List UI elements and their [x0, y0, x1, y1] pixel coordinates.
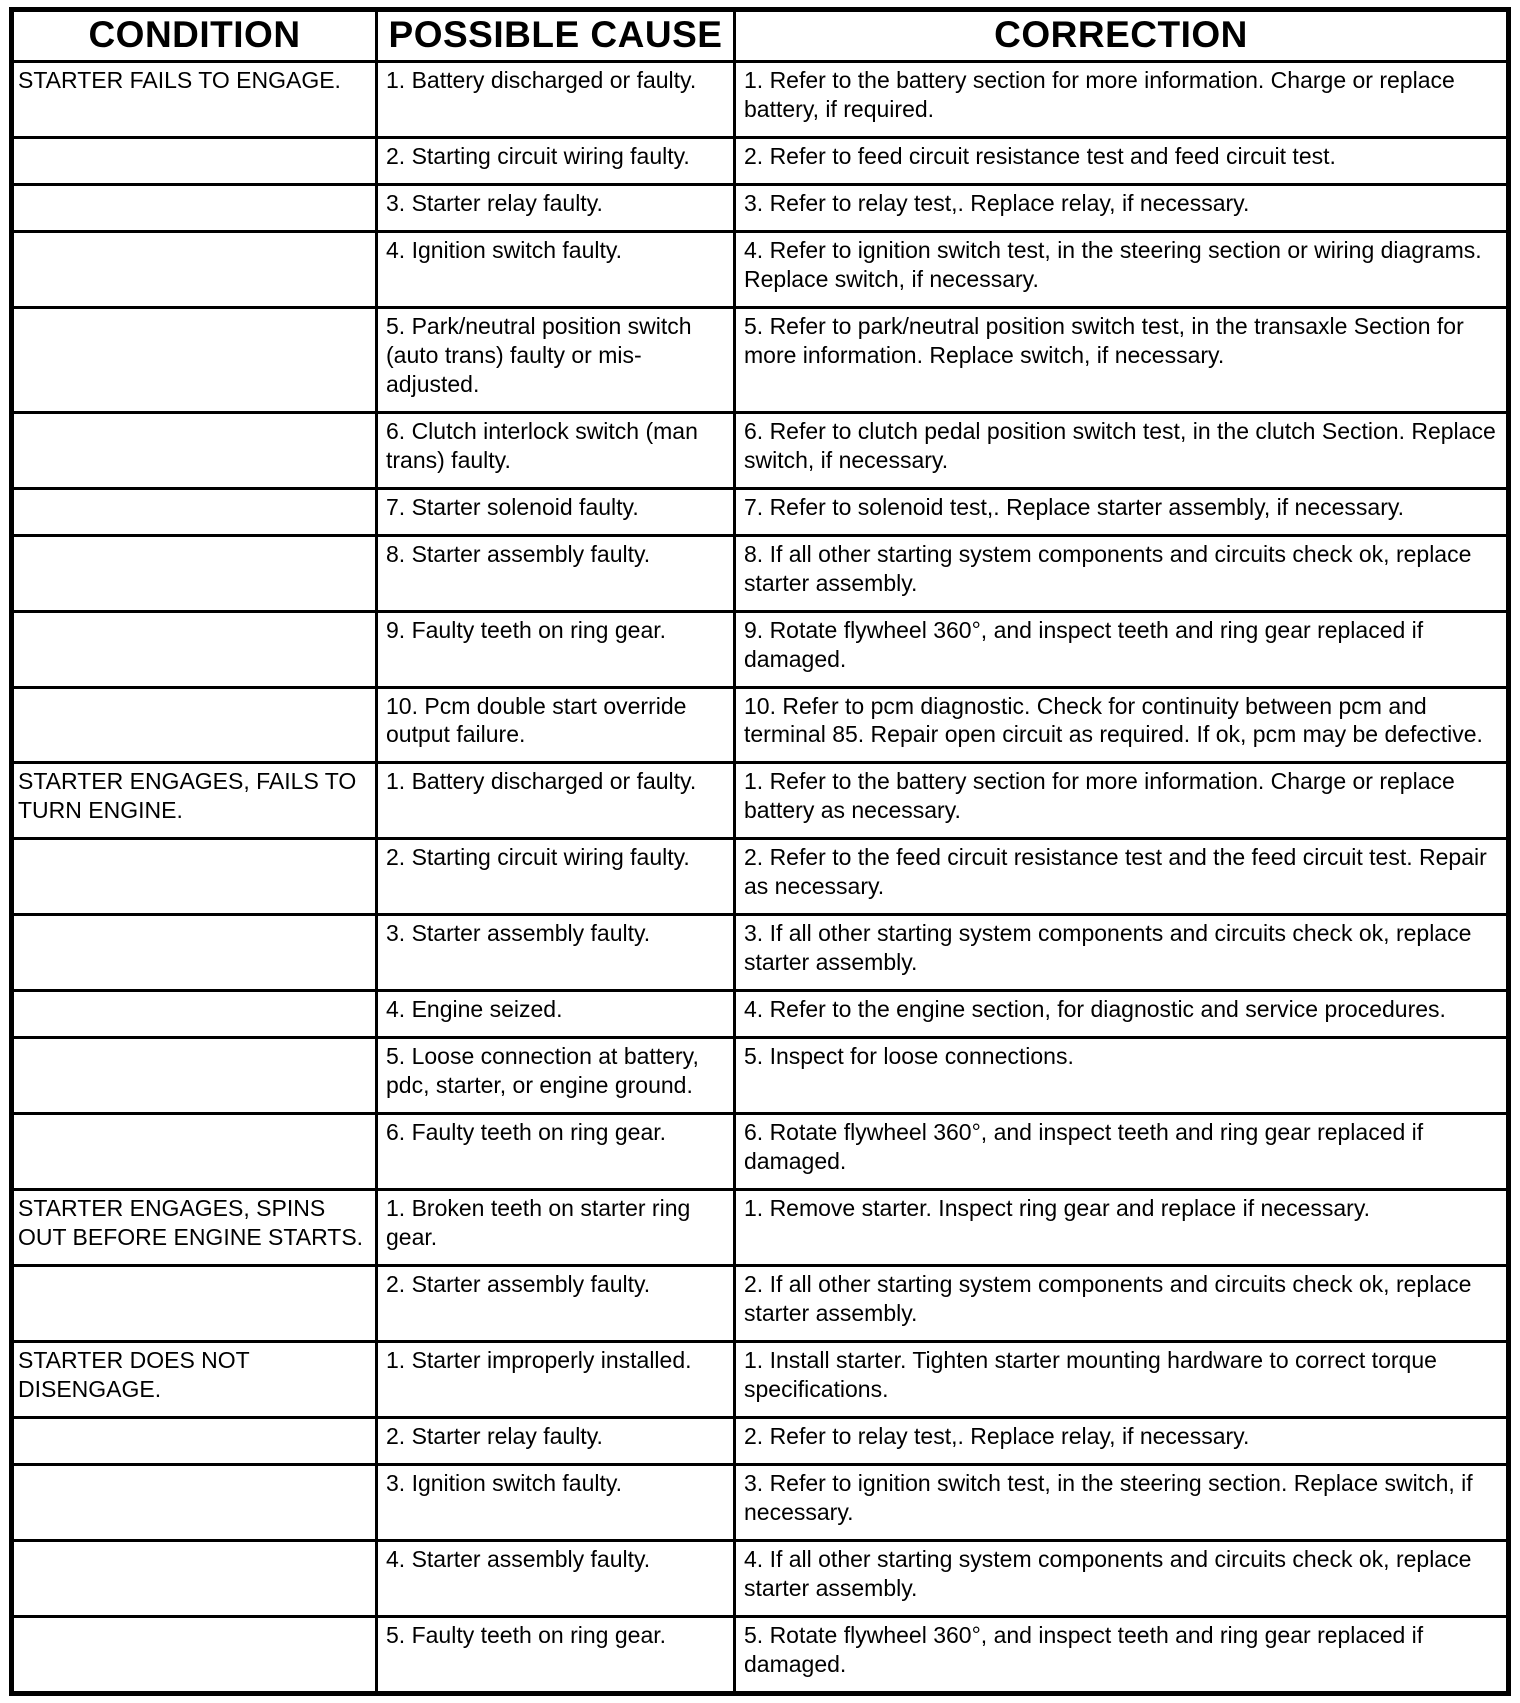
condition-cell: STARTER DOES NOT DISENGAGE.	[12, 1341, 377, 1417]
cause-cell: 6. Clutch interlock switch (man trans) faulty.	[377, 412, 735, 488]
correction-cell: 7. Refer to solenoid test,. Replace starter assembly, if necessary.	[735, 488, 1509, 535]
correction-cell: 6. Refer to clutch pedal position switch test, in the clutch Section. Replace switch, if necessary.	[735, 412, 1509, 488]
header-row	[12, 10, 1509, 62]
table-row	[12, 535, 1509, 611]
correction-cell: 4. If all other starting system components and circuits check ok, replace starter assembly.	[735, 1540, 1509, 1616]
cause-cell: 2. Starting circuit wiring faulty.	[377, 839, 735, 915]
table-row	[12, 1616, 1509, 1693]
cause-cell: 4. Starter assembly faulty.	[377, 1540, 735, 1616]
correction-cell: 3. Refer to relay test,. Replace relay, if necessary.	[735, 184, 1509, 231]
condition-cell	[12, 488, 377, 535]
condition-cell: STARTER FAILS TO ENGAGE.	[12, 62, 377, 138]
condition-cell	[12, 1417, 377, 1464]
correction-cell: 1. Refer to the battery section for more information. Charge or replace battery, if required.	[735, 62, 1509, 138]
correction-cell: 9. Rotate flywheel 360°, and inspect teeth and ring gear replaced if damaged.	[735, 611, 1509, 687]
troubleshooting-table	[9, 7, 1511, 1696]
condition-cell	[12, 611, 377, 687]
table-row	[12, 1341, 1509, 1417]
table-row	[12, 1417, 1509, 1464]
condition-cell	[12, 687, 377, 763]
correction-cell: 5. Refer to park/neutral position switch test, in the transaxle Section for more information. Replace switch, if necessary.	[735, 307, 1509, 412]
table-row	[12, 1464, 1509, 1540]
table-header	[12, 10, 1509, 62]
header-condition: CONDITION	[12, 10, 377, 62]
table-row	[12, 1038, 1509, 1114]
condition-cell: STARTER ENGAGES, SPINS OUT BEFORE ENGINE STARTS.	[12, 1190, 377, 1266]
cause-cell: 3. Starter assembly faulty.	[377, 915, 735, 991]
cause-cell: 2. Starter relay faulty.	[377, 1417, 735, 1464]
table-body	[12, 62, 1509, 1694]
table-row	[12, 307, 1509, 412]
correction-cell: 3. If all other starting system components and circuits check ok, replace starter assembly.	[735, 915, 1509, 991]
table-row	[12, 1190, 1509, 1266]
cause-cell: 3. Starter relay faulty.	[377, 184, 735, 231]
cause-cell: 3. Ignition switch faulty.	[377, 1464, 735, 1540]
cause-cell: 1. Battery discharged or faulty.	[377, 763, 735, 839]
correction-cell: 1. Remove starter. Inspect ring gear and replace if necessary.	[735, 1190, 1509, 1266]
cause-cell: 1. Battery discharged or faulty.	[377, 62, 735, 138]
condition-cell	[12, 1540, 377, 1616]
condition-cell	[12, 412, 377, 488]
correction-cell: 1. Refer to the battery section for more information. Charge or replace battery as necessary.	[735, 763, 1509, 839]
table-row	[12, 412, 1509, 488]
correction-cell: 10. Refer to pcm diagnostic. Check for continuity between pcm and terminal 85. Repair open circuit as required. If ok, pcm may be defective.	[735, 687, 1509, 763]
table-row	[12, 687, 1509, 763]
condition-cell	[12, 137, 377, 184]
cause-cell: 5. Faulty teeth on ring gear.	[377, 1616, 735, 1693]
correction-cell: 2. If all other starting system components and circuits check ok, replace starter assembly.	[735, 1266, 1509, 1342]
table-row	[12, 1540, 1509, 1616]
table-row	[12, 184, 1509, 231]
correction-cell: 1. Install starter. Tighten starter mounting hardware to correct torque specifications.	[735, 1341, 1509, 1417]
condition-cell	[12, 231, 377, 307]
cause-cell: 7. Starter solenoid faulty.	[377, 488, 735, 535]
table-row	[12, 1114, 1509, 1190]
cause-cell: 1. Starter improperly installed.	[377, 1341, 735, 1417]
table-row	[12, 611, 1509, 687]
cause-cell: 9. Faulty teeth on ring gear.	[377, 611, 735, 687]
cause-cell: 10. Pcm double start override output failure.	[377, 687, 735, 763]
table-row	[12, 839, 1509, 915]
table-row	[12, 991, 1509, 1038]
correction-cell: 2. Refer to relay test,. Replace relay, if necessary.	[735, 1417, 1509, 1464]
correction-cell: 2. Refer to the feed circuit resistance test and the feed circuit test. Repair as necessary.	[735, 839, 1509, 915]
correction-cell: 4. Refer to ignition switch test, in the steering section or wiring diagrams. Replace switch, if necessary.	[735, 231, 1509, 307]
cause-cell: 5. Park/neutral position switch (auto trans) faulty or mis-adjusted.	[377, 307, 735, 412]
table-row	[12, 137, 1509, 184]
cause-cell: 1. Broken teeth on starter ring gear.	[377, 1190, 735, 1266]
condition-cell	[12, 839, 377, 915]
correction-cell: 4. Refer to the engine section, for diagnostic and service procedures.	[735, 991, 1509, 1038]
table-row	[12, 915, 1509, 991]
condition-cell	[12, 184, 377, 231]
table-row	[12, 62, 1509, 138]
condition-cell	[12, 1464, 377, 1540]
cause-cell: 2. Starter assembly faulty.	[377, 1266, 735, 1342]
condition-cell	[12, 915, 377, 991]
table-row	[12, 1266, 1509, 1342]
condition-cell	[12, 307, 377, 412]
correction-cell: 5. Inspect for loose connections.	[735, 1038, 1509, 1114]
cause-cell: 4. Ignition switch faulty.	[377, 231, 735, 307]
table-row	[12, 763, 1509, 839]
condition-cell	[12, 1038, 377, 1114]
condition-cell	[12, 1616, 377, 1693]
table-row	[12, 231, 1509, 307]
condition-cell	[12, 991, 377, 1038]
correction-cell: 3. Refer to ignition switch test, in the steering section. Replace switch, if necessary.	[735, 1464, 1509, 1540]
table-row	[12, 488, 1509, 535]
condition-cell	[12, 1266, 377, 1342]
correction-cell: 6. Rotate flywheel 360°, and inspect teeth and ring gear replaced if damaged.	[735, 1114, 1509, 1190]
condition-cell: STARTER ENGAGES, FAILS TO TURN ENGINE.	[12, 763, 377, 839]
header-correction: CORRECTION	[735, 10, 1509, 62]
correction-cell: 2. Refer to feed circuit resistance test and feed circuit test.	[735, 137, 1509, 184]
correction-cell: 8. If all other starting system components and circuits check ok, replace starter assembly.	[735, 535, 1509, 611]
condition-cell	[12, 535, 377, 611]
cause-cell: 6. Faulty teeth on ring gear.	[377, 1114, 735, 1190]
cause-cell: 8. Starter assembly faulty.	[377, 535, 735, 611]
condition-cell	[12, 1114, 377, 1190]
correction-cell: 5. Rotate flywheel 360°, and inspect teeth and ring gear replaced if damaged.	[735, 1616, 1509, 1693]
header-possible-cause: POSSIBLE CAUSE	[377, 10, 735, 62]
cause-cell: 5. Loose connection at battery, pdc, starter, or engine ground.	[377, 1038, 735, 1114]
cause-cell: 4. Engine seized.	[377, 991, 735, 1038]
cause-cell: 2. Starting circuit wiring faulty.	[377, 137, 735, 184]
